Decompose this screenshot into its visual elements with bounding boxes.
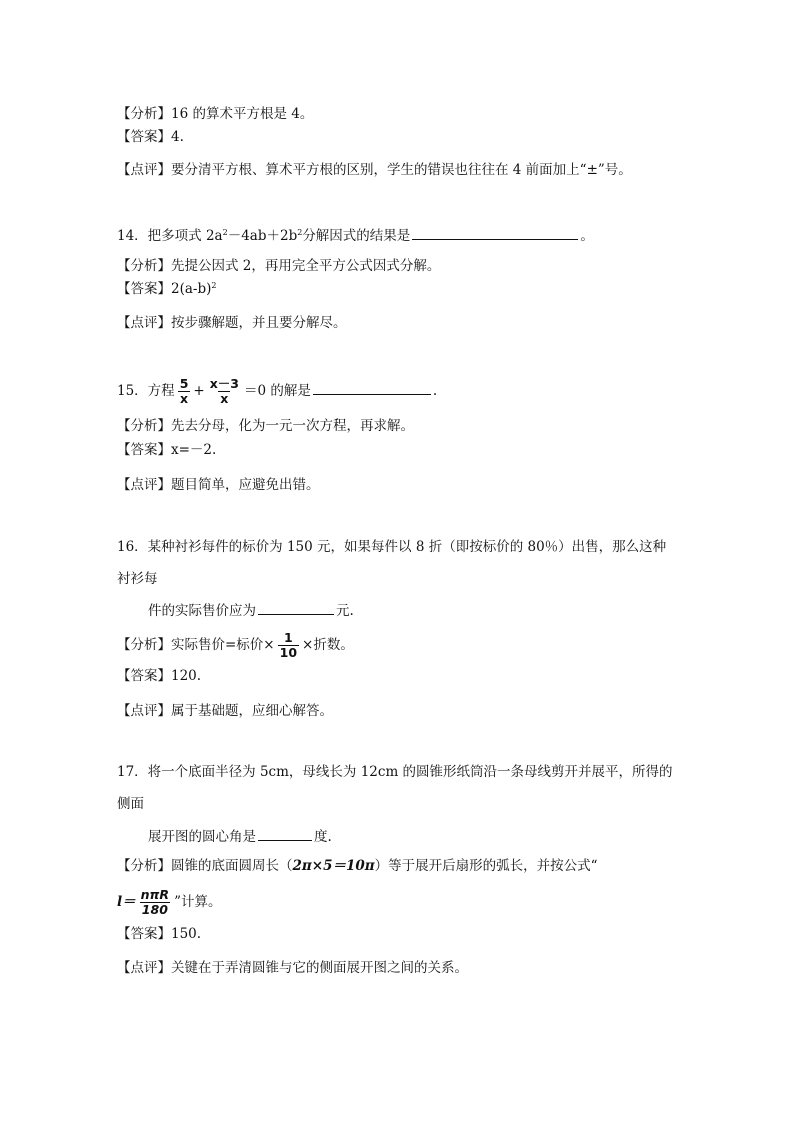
fraction-1-over-10: $\frac{1}{10}$ bbox=[279, 630, 298, 660]
fraction-npiR-over-180: $\frac{\text{nπR}}{180}$ bbox=[140, 887, 170, 917]
q16-analysis: 【分析】实际售价=标价× $\frac{1}{10}$ ×折数。 bbox=[117, 630, 354, 660]
q13-comment: 【点评】要分清平方根、算术平方根的区别，学生的错误也往往在 4 前面加上“±”号。 bbox=[117, 162, 632, 178]
answer-blank bbox=[258, 600, 334, 615]
answer-blank bbox=[412, 225, 578, 240]
q14-analysis: 【分析】先提公因式 2，再用完全平方公式因式分解。 bbox=[117, 258, 441, 274]
q15-stem: 15．方程 $\frac{5}{x}$ + $\frac{x-3}{x}$ ＝0 的解是 . bbox=[117, 376, 438, 406]
q13-analysis: 【分析】16 的算术平方根是 4。 bbox=[117, 106, 314, 122]
q14-stem: 14．把多项式 $2a^2-4ab+2b^2$分解因式的结果是 。 bbox=[117, 225, 594, 246]
q17-stem-line3: 展开图的圆心角是 度. bbox=[148, 826, 332, 847]
q13-answer: 【答案】4. bbox=[117, 129, 184, 145]
q15-answer: 【答案】x=－2. bbox=[117, 442, 217, 458]
q17-stem-line2: 侧面 bbox=[117, 796, 144, 812]
q16-stem-line2: 衬衫每 bbox=[117, 571, 158, 587]
formula-arc-length: l＝ bbox=[117, 894, 136, 910]
q14-comment: 【点评】按步骤解题，并且要分解尽。 bbox=[117, 315, 347, 331]
q16-comment: 【点评】属于基础题，应细心解答。 bbox=[117, 703, 333, 719]
q17-answer: 【答案】150. bbox=[117, 926, 202, 942]
q15-analysis: 【分析】先去分母，化为一元一次方程，再求解。 bbox=[117, 418, 414, 434]
answer-blank bbox=[313, 380, 431, 395]
q17-stem-line1: 17．将一个底面半径为 5cm，母线长为 12cm 的圆锥形纸筒沿一条母线剪开并展平，所得的 bbox=[117, 764, 673, 780]
fraction-5-over-x: $\frac{5}{x}$ bbox=[179, 376, 189, 406]
q16-stem-line1: 16．某种衬衫每件的标价为 150 元，如果每件以 8 折（即按标价的 80％）出售，那么这种 bbox=[117, 539, 667, 555]
q16-stem-line3: 件的实际售价应为 元. bbox=[148, 600, 354, 621]
q15-comment: 【点评】题目简单，应避免出错。 bbox=[117, 477, 320, 493]
fraction-x-minus-3-over-x: $\frac{x-3}{x}$ bbox=[209, 376, 239, 406]
formula-circumference: 2π×5＝10π bbox=[292, 858, 375, 874]
q14-answer: 【答案】$2(a-b)^2$ bbox=[117, 281, 217, 297]
q17-analysis-line1: 【分析】圆锥的底面圆周长（2π×5＝10π）等于展开后扇形的弧长，并按公式“ bbox=[117, 858, 598, 874]
q16-answer: 【答案】120. bbox=[117, 668, 202, 684]
q17-comment: 【点评】关键在于弄清圆锥与它的侧面展开图之间的关系。 bbox=[117, 960, 468, 976]
answer-blank bbox=[258, 826, 312, 841]
q17-analysis-line2: l＝ $\frac{\text{nπR}}{180}$ ”计算。 bbox=[117, 887, 222, 917]
